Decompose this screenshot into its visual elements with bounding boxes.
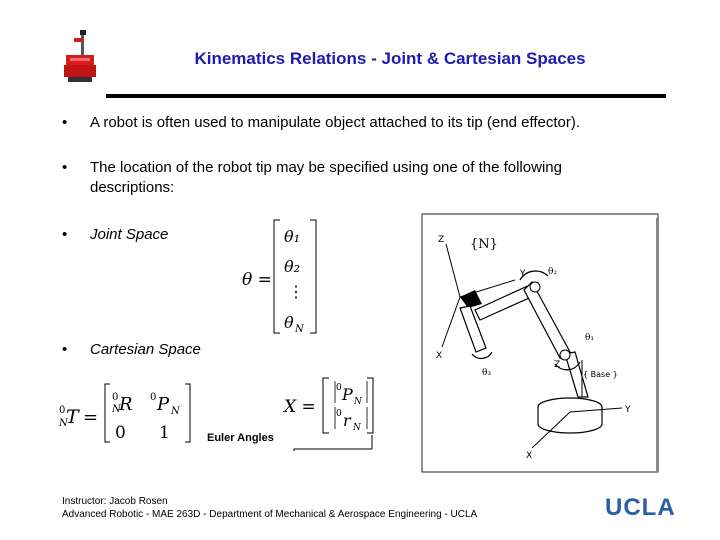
ucla-logo: UCLA xyxy=(605,494,676,521)
cartesian-space-label: Cartesian Space xyxy=(90,341,201,358)
theta-1-entry: θ₁ xyxy=(284,227,301,246)
svg-text:Z: Z xyxy=(554,360,561,370)
svg-text:0: 0 xyxy=(336,409,342,419)
svg-text:P: P xyxy=(342,385,353,404)
svg-text:N: N xyxy=(59,418,68,429)
svg-text:θ₂: θ₂ xyxy=(548,267,558,277)
bullet-item: • A robot is often used to manipulate object attached to its tip (end effector). xyxy=(62,113,662,135)
svg-text:T: T xyxy=(66,406,79,428)
theta-n-entry: θ xyxy=(284,313,294,332)
svg-text:0: 0 xyxy=(115,423,126,443)
bullet-text: The location of the robot tip may be specified using one of the following descriptions: xyxy=(90,159,562,196)
robot-arm-figure xyxy=(420,212,660,474)
base-frame-label: { Base } xyxy=(583,370,618,379)
svg-text:X: X xyxy=(436,351,443,361)
svg-text:r: r xyxy=(343,411,351,430)
slide-title: Kinematics Relations - Joint & Cartesian Spaces xyxy=(194,49,586,68)
bullet-item: • The location of the robot tip may be specified using one of the following descriptions: xyxy=(62,158,662,200)
joint-space-label: Joint Space xyxy=(90,226,169,243)
svg-text:θ₁: θ₁ xyxy=(585,333,595,343)
svg-text:R: R xyxy=(119,394,133,415)
bullet-text: A robot is often used to manipulate object attached to its tip (end effector). xyxy=(90,114,581,131)
cartesian-vector-lhs: X = xyxy=(284,397,316,417)
euler-angles-label: Euler Angles xyxy=(207,432,274,444)
theta-2-entry: θ₂ xyxy=(284,257,301,276)
title-divider xyxy=(106,94,666,98)
svg-text:0: 0 xyxy=(112,392,119,403)
svg-text:θ₃: θ₃ xyxy=(482,368,492,378)
svg-text:N: N xyxy=(354,397,362,407)
svg-text:Z: Z xyxy=(438,235,445,245)
slide-footer xyxy=(62,495,477,521)
instructor-line: Instructor: Jacob Rosen xyxy=(62,496,168,507)
svg-text:P: P xyxy=(157,394,170,415)
svg-text:0: 0 xyxy=(59,405,66,416)
euler-angles-bracket xyxy=(290,405,375,455)
svg-text:X: X xyxy=(526,451,533,461)
svg-text:N: N xyxy=(171,406,180,417)
bullet-item: • Cartesian Space xyxy=(62,340,262,362)
joint-vector-equation xyxy=(240,215,320,340)
svg-text:Y: Y xyxy=(520,269,526,279)
theta-n-subscript: N xyxy=(295,324,304,335)
svg-text:1: 1 xyxy=(159,423,170,443)
svg-text:=: = xyxy=(83,407,99,428)
svg-text:Y: Y xyxy=(625,405,631,415)
svg-text:0: 0 xyxy=(150,392,157,403)
course-line: Advanced Robotic - MAE 263D - Department of Mechanical & Aerospace Engineering - UCLA xyxy=(62,509,478,520)
svg-text:N: N xyxy=(353,423,361,433)
robot-logo-icon xyxy=(60,28,100,86)
svg-text:N: N xyxy=(112,404,121,415)
bullet-item: • Joint Space xyxy=(62,225,262,247)
transform-matrix-equation xyxy=(55,380,205,450)
svg-text:0: 0 xyxy=(336,383,342,393)
tip-frame-label: {N} xyxy=(470,237,498,252)
vertical-ellipsis: ⋮ xyxy=(288,282,304,301)
joint-vector-lhs: θ = xyxy=(242,270,272,290)
